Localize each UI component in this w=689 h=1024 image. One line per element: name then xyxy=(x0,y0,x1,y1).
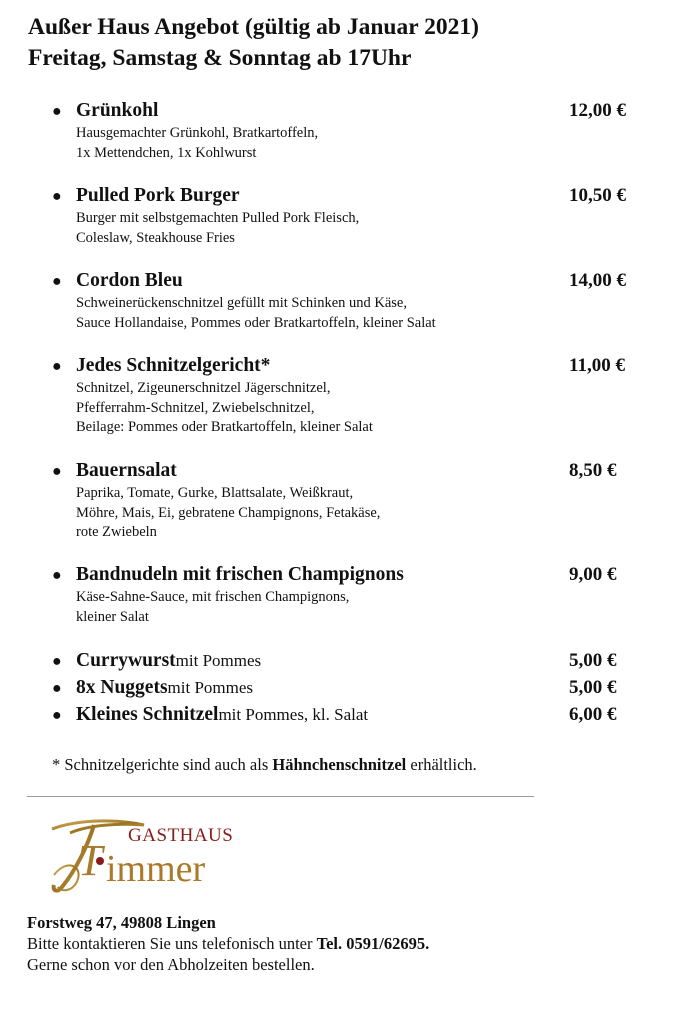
menu-item-name: Bandnudeln mit frischen Champignons xyxy=(76,564,404,585)
menu-item-price: 11,00 € xyxy=(569,355,625,376)
menu-item-name: Bauernsalat xyxy=(76,460,177,481)
menu-item xyxy=(52,460,652,543)
menu-item-name: Currywurst xyxy=(76,650,176,671)
menu-item-description xyxy=(76,294,652,333)
description-line: Schnitzel, Zigeunerschnitzel Jägerschnitzel, xyxy=(76,380,331,396)
menu-item xyxy=(52,100,652,163)
menu-item-name: 8x Nuggets xyxy=(76,677,168,698)
header-title: Außer Haus Angebot (gültig ab Januar 2021) xyxy=(28,14,479,40)
address: Forstweg 47, 49808 Lingen xyxy=(27,913,216,932)
menu-item-description xyxy=(76,209,652,248)
menu-item-description xyxy=(76,379,652,438)
description-line: 1x Mettendchen, 1x Kohlwurst xyxy=(76,144,257,161)
menu-item-suffix: mit Pommes, kl. Salat xyxy=(218,705,369,724)
phone-number: Tel. 0591/62695. xyxy=(316,934,430,953)
contact-line xyxy=(27,933,429,954)
small-menu-item xyxy=(52,650,652,672)
menu-item-price: 12,00 € xyxy=(569,100,626,121)
description-line: Paprika, Tomate, Gurke, Blattsalate, Weißkraut, xyxy=(76,485,354,501)
description-line: Burger mit selbstgemachten Pulled Pork Fleisch, xyxy=(76,210,360,226)
footnote-highlight: Hähnchenschnitzel xyxy=(272,755,407,774)
page-header xyxy=(28,12,479,74)
menu-item-price: 5,00 € xyxy=(569,650,617,671)
menu-item xyxy=(52,564,652,627)
menu-item-suffix: mit Pommes xyxy=(167,678,254,697)
bullet-icon: ● xyxy=(52,273,62,290)
menu-item-name: Kleines Schnitzel xyxy=(76,704,219,725)
contact-block xyxy=(27,912,429,975)
logo-main-text: immer xyxy=(106,848,206,890)
footnote-text-end: erhältlich. xyxy=(406,755,477,774)
divider xyxy=(27,796,534,797)
menu-item-name: Jedes Schnitzelgericht* xyxy=(76,355,271,376)
description-line: Schweinerückenschnitzel gefüllt mit Schinken und Käse, xyxy=(76,295,407,311)
description-line: Möhre, Mais, Ei, gebratene Champignons, Fetakäse, xyxy=(76,504,381,521)
bullet-icon: ● xyxy=(52,463,62,480)
menu-item-price: 10,50 € xyxy=(569,185,626,206)
description-line: Sauce Hollandaise, Pommes oder Bratkartoffeln, kleiner Salat xyxy=(76,314,436,331)
bullet-icon: ● xyxy=(52,653,62,670)
logo-initial: T xyxy=(78,836,103,885)
menu-item-suffix: mit Pommes xyxy=(175,651,262,670)
menu-item-name: Pulled Pork Burger xyxy=(76,185,240,206)
gasthaus-logo xyxy=(48,815,248,897)
menu-item xyxy=(52,270,652,333)
bullet-icon: ● xyxy=(52,188,62,205)
footnote-text: * Schnitzelgerichte sind auch als xyxy=(52,755,273,774)
menu-item-price: 6,00 € xyxy=(569,704,617,725)
bullet-icon: ● xyxy=(52,358,62,375)
small-menu-item xyxy=(52,677,652,699)
menu-item-name: Grünkohl xyxy=(76,100,159,121)
menu-item-price: 9,00 € xyxy=(569,564,617,585)
description-line: Käse-Sahne-Sauce, mit frischen Champignons, xyxy=(76,589,350,605)
menu-item-price: 5,00 € xyxy=(569,677,617,698)
description-line: Coleslaw, Steakhouse Fries xyxy=(76,229,235,246)
bullet-icon: ● xyxy=(52,707,62,724)
menu-item-description xyxy=(76,124,652,163)
description-line: Pfefferrahm-Schnitzel, Zwiebelschnitzel, xyxy=(76,399,315,416)
menu-item-price: 8,50 € xyxy=(569,460,617,481)
description-line: Beilage: Pommes oder Bratkartoffeln, kleiner Salat xyxy=(76,419,373,435)
small-menu-item xyxy=(52,704,652,726)
menu-item-description xyxy=(76,588,652,627)
menu-item-description xyxy=(76,484,652,543)
footnote xyxy=(52,755,477,775)
menu-item-name: Cordon Bleu xyxy=(76,270,183,291)
description-line: Hausgemachter Grünkohl, Bratkartoffeln, xyxy=(76,125,319,141)
bullet-icon: ● xyxy=(52,103,62,120)
menu-item-price: 14,00 € xyxy=(569,270,626,291)
bullet-icon: ● xyxy=(52,680,62,697)
logo-top-text: GASTHAUS xyxy=(128,825,234,846)
menu-item xyxy=(52,185,652,248)
contact-text: Bitte kontaktieren Sie uns telefonisch unter xyxy=(27,934,317,953)
menu-item xyxy=(52,355,652,438)
header-subtitle: Freitag, Samstag & Sonntag ab 17Uhr xyxy=(28,45,412,71)
description-line: rote Zwiebeln xyxy=(76,524,157,540)
contact-note: Gerne schon vor den Abholzeiten bestellen. xyxy=(27,955,315,974)
bullet-icon: ● xyxy=(52,567,62,584)
description-line: kleiner Salat xyxy=(76,608,149,625)
